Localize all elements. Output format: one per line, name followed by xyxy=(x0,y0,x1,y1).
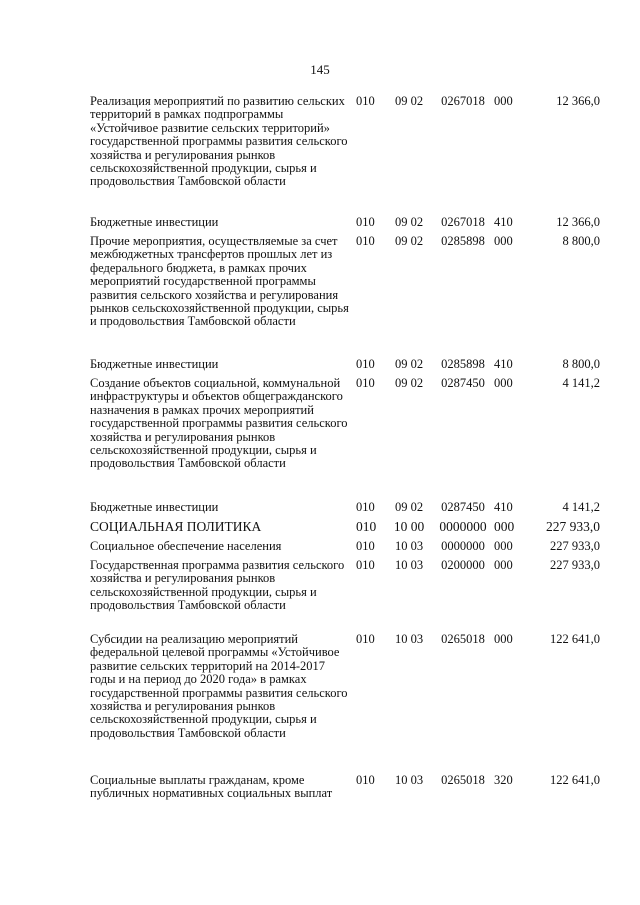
expense-type-code: 000 xyxy=(494,376,513,390)
expense-type-code: 410 xyxy=(494,500,513,514)
row-sum: 8 800,0 xyxy=(562,234,600,248)
section-code: 09 02 xyxy=(394,215,424,229)
target-code: 0267018 xyxy=(441,215,485,229)
table-row xyxy=(90,540,600,559)
section-code: 09 02 xyxy=(394,234,424,248)
ministry-code: 010 xyxy=(356,94,375,108)
target-code: 0285898 xyxy=(441,357,485,371)
table-row xyxy=(90,774,600,820)
target-code: 0265018 xyxy=(441,773,485,787)
target-code: 0000000 xyxy=(439,519,487,534)
ministry-code: 010 xyxy=(356,234,375,248)
target-code: 0000000 xyxy=(441,539,485,553)
target-code: 0285898 xyxy=(441,234,485,248)
section-code: 10 03 xyxy=(394,558,424,572)
section-heading: СОЦИАЛЬНАЯ ПОЛИТИКА xyxy=(90,519,262,534)
table-row xyxy=(90,559,600,633)
ministry-code: 010 xyxy=(356,558,375,572)
target-code: 0287450 xyxy=(441,500,485,514)
section-code: 10 03 xyxy=(394,632,424,646)
row-sum: 4 141,2 xyxy=(562,500,600,514)
table-row xyxy=(90,235,600,358)
target-code: 0267018 xyxy=(441,94,485,108)
table-row xyxy=(90,358,600,377)
row-sum: 227 933,0 xyxy=(546,519,600,534)
table-row xyxy=(90,216,600,235)
row-name: Реализация мероприятий по развитию сельских территорий в рамках подпрограммы «Устойчивое развитие сельских территорий» государственной программы развития сельского хозяйства и регулирования рынков сельскохозяйственной продукции, сырья и продовольствия Тамбовской области xyxy=(90,94,348,189)
table-row xyxy=(90,377,600,501)
expense-type-code: 000 xyxy=(494,94,513,108)
ministry-code: 010 xyxy=(356,519,377,534)
section-code: 10 03 xyxy=(394,539,424,553)
row-name: Государственная программа развития сельского хозяйства и регулирования рынков сельскохозяйственной продукции, сырья и продовольствия Тамбовской области xyxy=(90,558,345,613)
target-code: 0265018 xyxy=(441,632,485,646)
row-name: Бюджетные инвестиции xyxy=(90,500,219,514)
expense-type-code: 000 xyxy=(494,558,513,572)
ministry-code: 010 xyxy=(356,539,375,553)
ministry-code: 010 xyxy=(356,376,375,390)
expense-type-code: 410 xyxy=(494,215,513,229)
row-name: Бюджетные инвестиции xyxy=(90,357,219,371)
section-code: 10 00 xyxy=(393,519,425,534)
expense-type-code: 410 xyxy=(494,357,513,371)
table-row xyxy=(90,633,600,774)
budget-table xyxy=(90,95,600,820)
ministry-code: 010 xyxy=(356,500,375,514)
section-code: 09 02 xyxy=(394,376,424,390)
section-code: 09 02 xyxy=(394,500,424,514)
ministry-code: 010 xyxy=(356,215,375,229)
expense-type-code: 320 xyxy=(494,773,513,787)
section-code: 09 02 xyxy=(394,357,424,371)
ministry-code: 010 xyxy=(356,357,375,371)
row-name: Бюджетные инвестиции xyxy=(90,215,219,229)
table-row xyxy=(90,95,600,216)
ministry-code: 010 xyxy=(356,632,375,646)
table-row xyxy=(90,520,600,540)
row-name: Социальное обеспечение населения xyxy=(90,539,282,553)
section-code: 10 03 xyxy=(394,773,424,787)
row-sum: 4 141,2 xyxy=(562,376,600,390)
target-code: 0200000 xyxy=(441,558,485,572)
row-sum: 12 366,0 xyxy=(556,94,600,108)
expense-type-code: 000 xyxy=(494,632,513,646)
row-sum: 8 800,0 xyxy=(562,357,600,371)
section-code: 09 02 xyxy=(394,94,424,108)
row-name: Субсидии на реализацию мероприятий федеральной целевой программы «Устойчивое развитие сельских территорий на 2014-2017 годы и на период до 2020 года» в рамках государственной программы развития сельского хозяйства и регулирования рынков сельскохозяйственной продукции, сырья и продовольствия Тамбовской области xyxy=(90,632,348,740)
row-name: Прочие мероприятия, осуществляемые за счет межбюджетных трансфертов прошлых лет из федерального бюджета, в рамках прочих мероприятий государственной программы развития сельского хозяйства и регулирования рынков сельскохозяйственной продукции, сырья и продовольствия Тамбовской области xyxy=(90,234,349,329)
target-code: 0287450 xyxy=(441,376,485,390)
expense-type-code: 000 xyxy=(494,234,513,248)
row-sum: 227 933,0 xyxy=(550,539,600,553)
row-sum: 12 366,0 xyxy=(556,215,600,229)
table-row xyxy=(90,501,600,520)
page-number: 145 xyxy=(310,62,330,77)
row-sum: 122 641,0 xyxy=(550,632,600,646)
expense-type-code: 000 xyxy=(494,519,515,534)
row-name: Создание объектов социальной, коммунальной инфраструктуры и объектов общегражданского назначения в рамках прочих мероприятий государственной программы развития сельского хозяйства и регулирования рынков сельскохозяйственной продукции, сырья и продовольствия Тамбовской области xyxy=(90,376,348,471)
row-sum: 227 933,0 xyxy=(550,558,600,572)
ministry-code: 010 xyxy=(356,773,375,787)
row-sum: 122 641,0 xyxy=(550,773,600,787)
row-name: Социальные выплаты гражданам, кроме публичных нормативных социальных выплат xyxy=(90,773,333,801)
expense-type-code: 000 xyxy=(494,539,513,553)
